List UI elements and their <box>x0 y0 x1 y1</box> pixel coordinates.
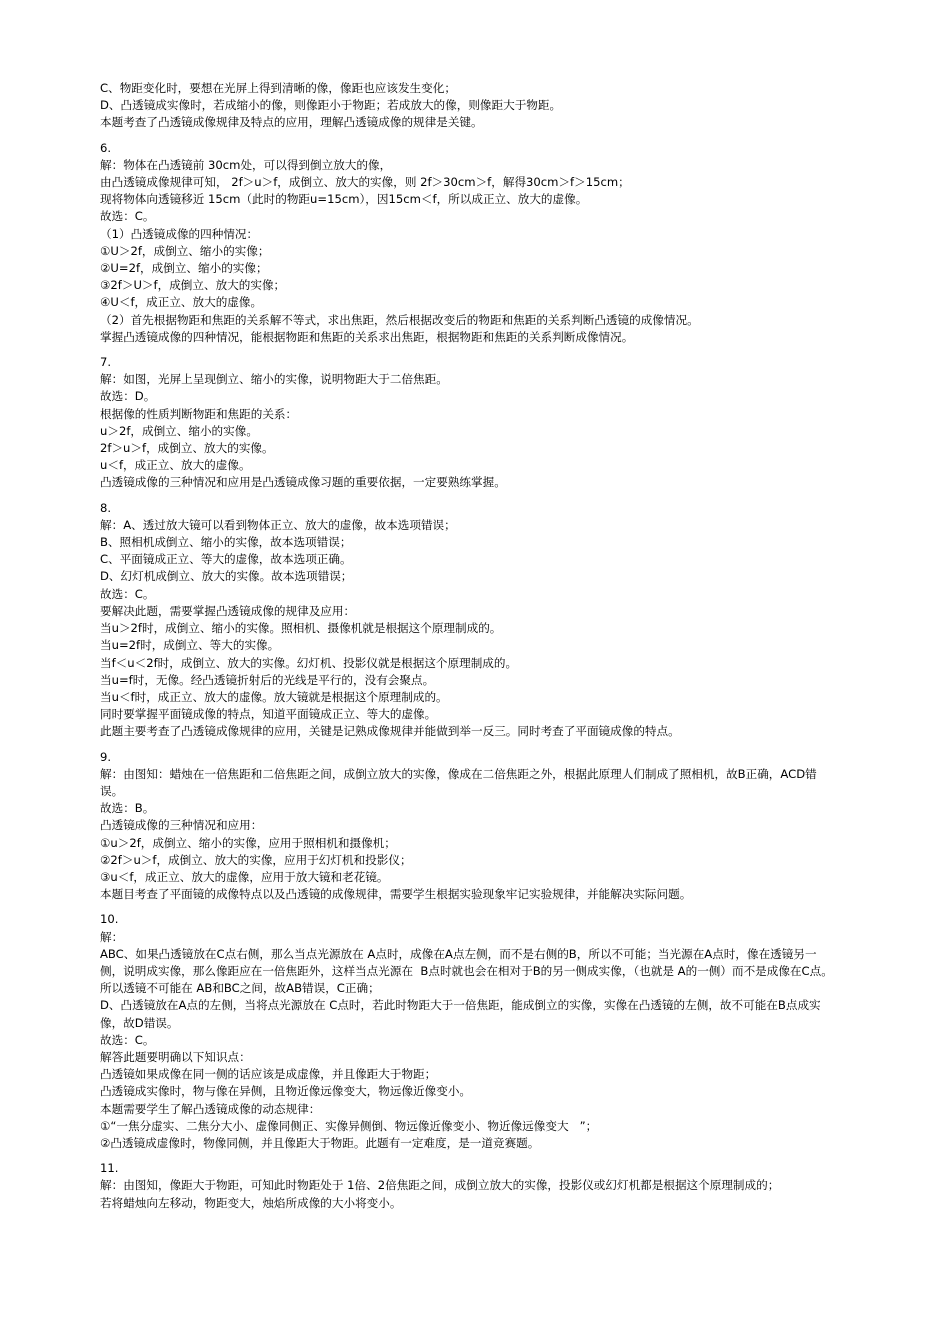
text-line: 当u=2f时，成倒立、等大的实像。 <box>100 638 280 653</box>
text-line: ①“一焦分虚实、二焦分大小、虚像同侧正、实像异侧倒、物远像近像变小、物近像远像变大 ”； <box>100 1118 598 1133</box>
text-line: ④U＜f，成正立、放大的虚像。 <box>100 295 263 310</box>
text-line: 掌握凸透镜成像的四种情况，能根据物距和焦距的关系求出焦距，根据物距和焦距的关系判断成像情况。 <box>100 329 634 344</box>
text-line: B、照相机成倒立、缩小的实像，故本选项错误； <box>100 535 352 550</box>
text-line: 本题目考查了平面镜的成像特点以及凸透镜的成像规律，需要学生根据实验现象牢记实验规律，并能解决实际问题。 <box>100 887 692 902</box>
answer-block <box>100 140 835 346</box>
text-line: ③u＜f，成正立、放大的虚像，应用于放大镜和老花镜。 <box>100 869 389 884</box>
text-line: u＞2f，成倒立、缩小的实像。 <box>100 423 258 438</box>
text-line: 由凸透镜成像规律可知， 2f＞u＞f，成倒立、放大的实像，则 2f＞30cm＞f，解得30cm＞f＞15cm； <box>100 175 630 190</box>
text-line: 6. <box>100 140 112 155</box>
answer-block <box>100 500 835 741</box>
text-line: C、平面镜成正立、等大的虚像，故本选项正确。 <box>100 552 352 567</box>
text-line: 故选：C。 <box>100 1032 155 1047</box>
text-line: 解： <box>100 929 124 944</box>
answer-block <box>100 1160 835 1212</box>
text-line: D、凸透镜放在A点的左侧，当将点光源放在 C点时，若此时物距大于一倍焦距，能成倒立的实像，实像在凸透镜的左侧，故不可能在B点成实像，故D错误。 <box>100 998 821 1030</box>
text-line: 凸透镜如果成像在同一侧的话应该是成虚像，并且像距大于物距； <box>100 1067 437 1082</box>
text-line: 同时要掌握平面镜成像的特点，知道平面镜成正立、等大的虚像。 <box>100 707 437 722</box>
text-line: ③2f＞U＞f，成倒立、放大的实像； <box>100 278 286 293</box>
text-line: 此题主要考查了凸透镜成像规律的应用，关键是记熟成像规律并能做到举一反三。同时考查了平面镜成像的特点。 <box>100 724 680 739</box>
text-line: 根据像的性质判断物距和焦距的关系： <box>100 406 298 421</box>
text-line: 故选：C。 <box>100 209 155 224</box>
text-line: 10. <box>100 912 119 927</box>
text-line: 11. <box>100 1161 119 1176</box>
text-line: 故选：D。 <box>100 389 156 404</box>
text-line: 凸透镜成实像时，物与像在异侧，且物近像远像变大，物远像近像变小。 <box>100 1084 472 1099</box>
text-line: 现将物体向透镜移近 15cm（此时的物距u=15cm），因15cm＜f，所以成正立、放大的虚像。 <box>100 192 588 207</box>
answer-block <box>100 749 835 904</box>
text-line: ABC、如果凸透镜放在C点右侧，那么当点光源放在 A点时，成像在A点左侧，而不是右侧的B，所以不可能；当光源在A点时，像在透镜另一侧，说明成实像，那么像距应在一倍焦距外，这样当点光源在 B点时就也会在相对于B的另一侧成实像，（也就是 A的一侧）而不是成像在C点。所以透镜不可能在 AB和BC之间，故AB错误，C正确； <box>100 946 833 996</box>
text-line: 2f＞u＞f，成倒立、放大的实像。 <box>100 441 274 456</box>
text-line: ①U＞2f，成倒立、缩小的实像； <box>100 243 270 258</box>
text-line: D、凸透镜成实像时，若成缩小的像，则像距小于物距；若成放大的像，则像距大于物距。 <box>100 98 562 113</box>
text-line: 解：如图，光屏上呈现倒立、缩小的实像，说明物距大于二倍焦距。 <box>100 372 448 387</box>
text-line: C、物距变化时，要想在光屏上得到清晰的像，像距也应该发生变化； <box>100 81 456 95</box>
text-line: 解：由图知：蜡烛在一倍焦距和二倍焦距之间，成倒立放大的实像，像成在二倍焦距之外，根据此原理人们制成了照相机，故B正确，ACD错误。 <box>100 766 817 798</box>
text-line: ②凸透镜成虚像时，物像同侧，并且像距大于物距。此题有一定难度，是一道竞赛题。 <box>100 1135 540 1150</box>
text-line: 解：A、透过放大镜可以看到物体正立、放大的虚像，故本选项错误； <box>100 517 456 532</box>
text-line: 要解决此题，需要掌握凸透镜成像的规律及应用： <box>100 603 356 618</box>
text-line: ②2f＞u＞f，成倒立、放大的实像，应用于幻灯机和投影仪； <box>100 852 412 867</box>
text-line: 凸透镜成像的三种情况和应用： <box>100 818 263 833</box>
text-line: 当u=f时，无像。经凸透镜折射后的光线是平行的，没有会聚点。 <box>100 672 435 687</box>
text-line: 7. <box>100 355 112 370</box>
text-line: 本题需要学生了解凸透镜成像的动态规律： <box>100 1101 321 1116</box>
text-line: 凸透镜成像的三种情况和应用是凸透镜成像习题的重要依据，一定要熟练掌握。 <box>100 475 506 490</box>
text-line: （2）首先根据物距和焦距的关系解不等式，求出焦距，然后根据改变后的物距和焦距的关系判断凸透镜的成像情况。 <box>100 312 699 327</box>
answer-block <box>100 80 835 132</box>
text-line: 本题考查了凸透镜成像规律及特点的应用，理解凸透镜成像的规律是关键。 <box>100 115 483 130</box>
text-line: ①u＞2f，成倒立、缩小的实像，应用于照相机和摄像机； <box>100 835 396 850</box>
text-line: 解：物体在凸透镜前 30cm处，可以得到倒立放大的像， <box>100 157 392 172</box>
document-body <box>100 80 835 1220</box>
text-line: （1）凸透镜成像的四种情况： <box>100 226 259 241</box>
text-line: 当u＞2f时，成倒立、缩小的实像。照相机、摄像机就是根据这个原理制成的。 <box>100 621 502 636</box>
text-line: 9. <box>100 749 112 764</box>
text-line: 故选：B。 <box>100 801 155 816</box>
text-line: u＜f，成正立、放大的虚像。 <box>100 458 251 473</box>
text-line: 解答此题要明确以下知识点： <box>100 1049 251 1064</box>
answer-block <box>100 911 835 1152</box>
text-line: 8. <box>100 500 112 515</box>
text-line: 解：由图知，像距大于物距，可知此时物距处于 1倍、2倍焦距之间，成倒立放大的实像，投影仪或幻灯机都是根据这个原理制成的； <box>100 1178 780 1193</box>
text-line: 故选：C。 <box>100 586 155 601</box>
answer-block <box>100 354 835 492</box>
text-line: ②U=2f，成倒立、缩小的实像； <box>100 261 268 276</box>
text-line: 当u＜f时，成正立、放大的虚像。放大镜就是根据这个原理制成的。 <box>100 689 448 704</box>
text-line: D、幻灯机成倒立、放大的实像。故本选项错误； <box>100 569 353 584</box>
text-line: 若将蜡烛向左移动，物距变大，烛焰所成像的大小将变小。 <box>100 1195 402 1210</box>
text-line: 当f＜u＜2f时，成倒立、放大的实像。幻灯机、投影仪就是根据这个原理制成的。 <box>100 655 518 670</box>
